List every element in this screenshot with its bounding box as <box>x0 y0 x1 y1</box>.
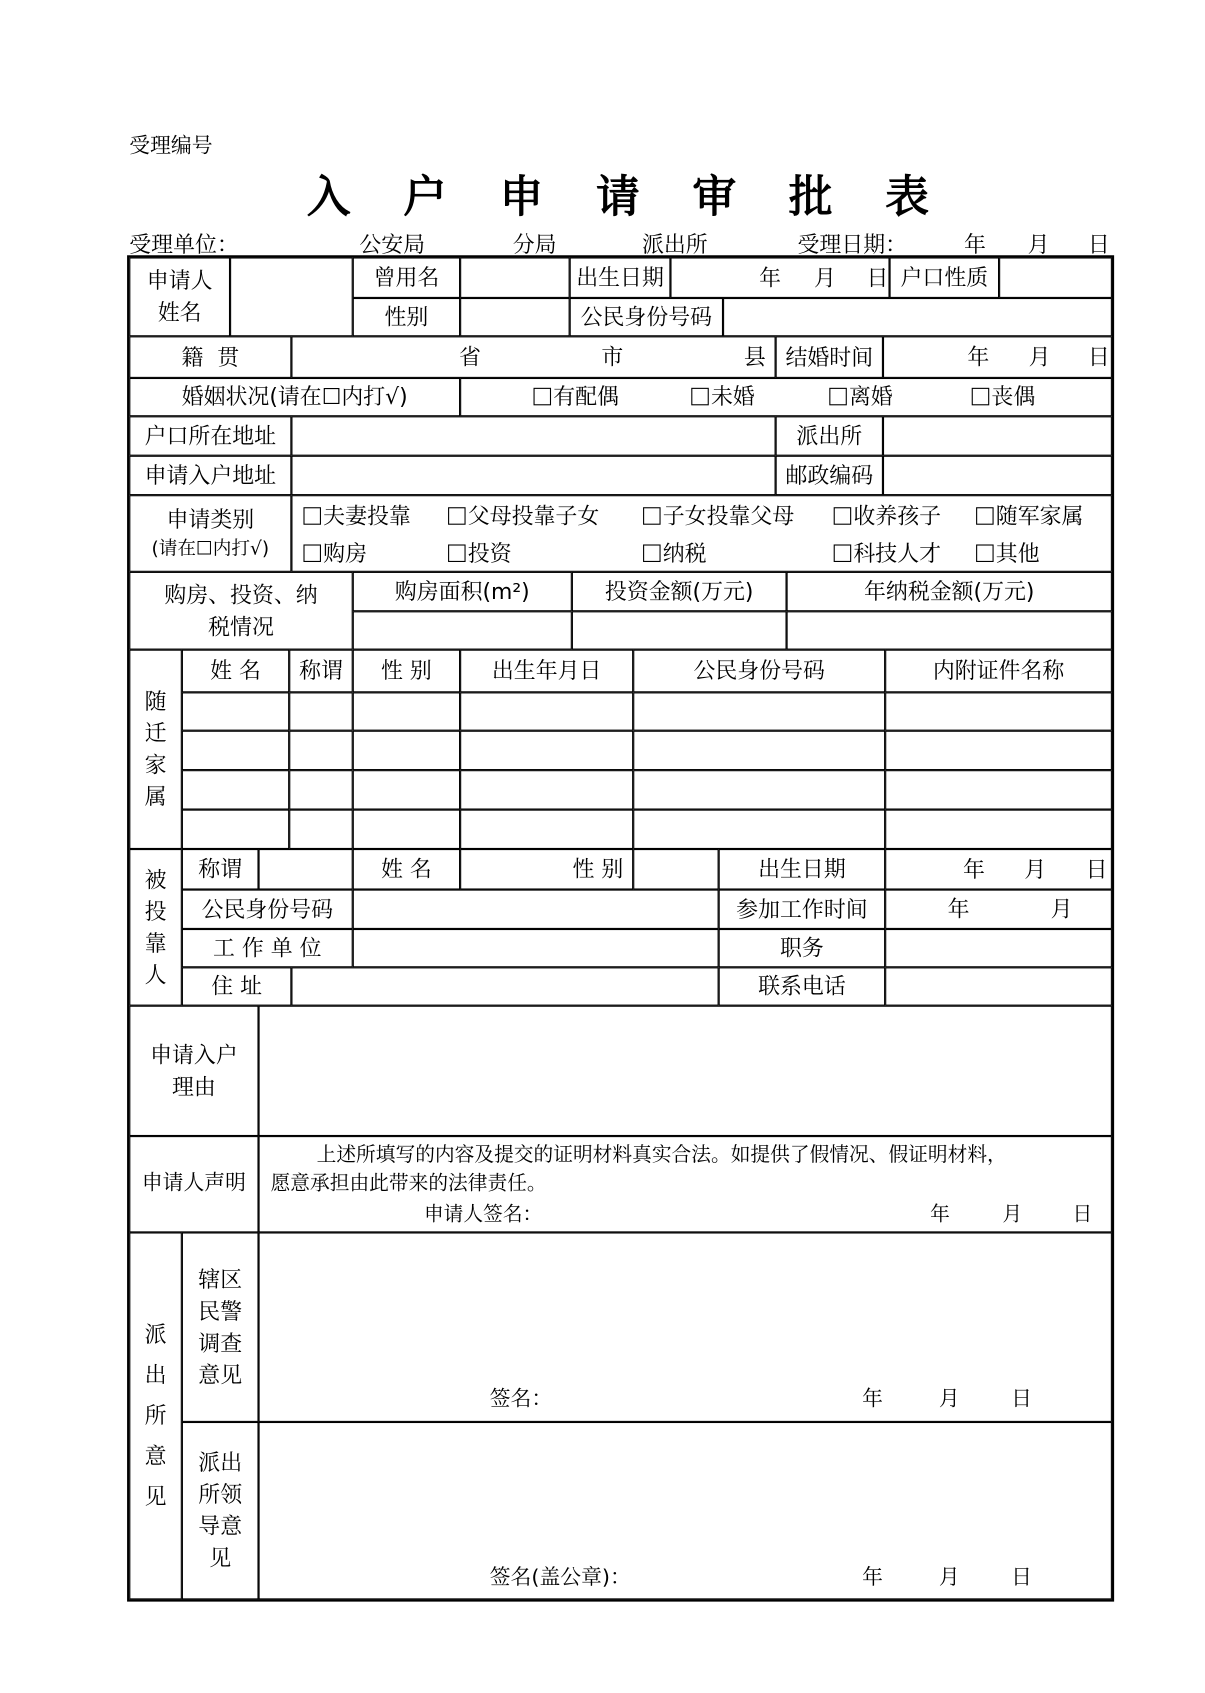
sponsor-id-field[interactable] <box>353 890 719 929</box>
work-start-label: 参加工作时间 <box>719 890 886 929</box>
applicant-signature-label[interactable]: 申请人签名： <box>423 1202 543 1226</box>
family-cell-documents[interactable] <box>885 731 1112 770</box>
sponsor-gender-field[interactable] <box>633 849 718 890</box>
station-label: 派出所 <box>641 231 708 258</box>
family-col-gender: 性 别 <box>353 650 460 693</box>
officer-opinion-label: 辖区民警调查意见 <box>182 1232 259 1422</box>
family-cell-id[interactable] <box>633 770 885 809</box>
apply-address-field[interactable] <box>291 456 775 495</box>
month-label: 月 <box>938 1565 960 1590</box>
year-label: 年 <box>930 1202 950 1226</box>
category-options <box>291 495 1112 572</box>
year-label: 年 <box>759 264 782 291</box>
checkbox-icon <box>976 507 994 525</box>
hukou-address-field[interactable] <box>291 416 775 455</box>
marital-options <box>460 378 1112 416</box>
family-col-relation: 称谓 <box>289 650 353 693</box>
category-label: 申请类别 <box>166 506 255 533</box>
marital-option[interactable] <box>829 381 893 413</box>
phone-field[interactable] <box>885 967 1112 1005</box>
family-cell-relation[interactable] <box>289 810 353 849</box>
officer-signature-label[interactable]: 签名： <box>489 1386 553 1412</box>
leader-opinion-label: 派出所领导意见 <box>182 1422 259 1599</box>
month-label: 月 <box>1002 1202 1023 1226</box>
position-label: 职务 <box>719 929 886 967</box>
month-label: 月 <box>1027 231 1050 258</box>
former-name-field[interactable] <box>460 257 570 298</box>
option-label: 离婚 <box>849 383 893 410</box>
family-cell-gender[interactable] <box>353 770 460 809</box>
page-title: 入户申请审批表 <box>306 171 982 223</box>
sponsor-id-label: 公民身份号码 <box>182 890 353 929</box>
native-place-label: 籍 贯 <box>129 336 291 378</box>
employer-field[interactable] <box>353 929 719 967</box>
sponsor-birth-field[interactable] <box>885 849 1112 890</box>
year-label: 年 <box>967 343 990 370</box>
checkbox-icon <box>448 507 466 525</box>
leader-opinion-field[interactable] <box>259 1422 1112 1599</box>
county-label: 县 <box>743 343 766 370</box>
checkbox-icon <box>448 544 466 562</box>
hukou-type-label: 户口性质 <box>890 257 1000 298</box>
year-label: 年 <box>962 855 985 882</box>
family-col-name: 姓 名 <box>182 650 289 693</box>
postcode-field[interactable] <box>883 456 1112 495</box>
day-label: 日 <box>866 264 889 291</box>
option-label: 夫妻投靠 <box>323 502 411 530</box>
leader-signature-label[interactable]: 签名(盖公章)： <box>489 1565 631 1590</box>
day-label: 日 <box>1085 855 1108 882</box>
sponsor-address-field[interactable] <box>291 967 718 1005</box>
family-cell-name[interactable] <box>182 692 289 730</box>
option-label: 购房 <box>323 540 367 567</box>
sponsor-relation-field[interactable] <box>259 849 353 890</box>
family-cell-name[interactable] <box>182 810 289 849</box>
category-option[interactable] <box>303 538 367 570</box>
applicant-name-label: 申请人姓名 <box>129 257 230 336</box>
former-name-label: 曾用名 <box>353 257 460 298</box>
option-label: 随军家属 <box>995 502 1084 530</box>
family-cell-birth[interactable] <box>460 810 633 849</box>
category-option[interactable] <box>448 538 512 570</box>
apply-address-label: 申请入户地址 <box>129 456 291 495</box>
category-label-cell <box>129 495 291 572</box>
declaration-line-1: 上述所填写的内容及提交的证明材料真实合法。如提供了假情况、假证明材料， <box>316 1143 1007 1167</box>
police-station-field[interactable] <box>883 416 1112 455</box>
id-number-label: 公民身份号码 <box>570 298 723 336</box>
annual-tax-field[interactable] <box>787 611 1112 649</box>
checkbox-icon <box>643 544 661 562</box>
family-cell-documents[interactable] <box>885 810 1112 849</box>
declaration-content <box>259 1136 1112 1232</box>
sponsor-address-label: 住 址 <box>182 967 292 1005</box>
family-cell-relation[interactable] <box>289 692 353 730</box>
checkbox-icon <box>972 388 990 406</box>
psb-label: 公安局 <box>359 231 426 258</box>
family-cell-gender[interactable] <box>353 731 460 770</box>
category-option[interactable] <box>834 501 941 533</box>
marital-option[interactable] <box>691 381 755 413</box>
marital-option[interactable] <box>972 381 1036 413</box>
year-label: 年 <box>964 231 986 258</box>
marriage-date-label: 结婚时间 <box>776 336 883 378</box>
option-label: 科技人才 <box>853 540 942 567</box>
annual-tax-label: 年纳税金额(万元) <box>787 572 1112 611</box>
family-cell-birth[interactable] <box>460 770 633 809</box>
checkbox-icon <box>691 388 709 406</box>
category-option[interactable] <box>976 538 1040 570</box>
unit-label: 受理单位： <box>129 231 239 258</box>
sponsor-gender-label: 性 别 <box>460 849 633 890</box>
month-label: 月 <box>1024 855 1047 882</box>
id-number-field[interactable] <box>723 298 1112 336</box>
application-form <box>129 257 1112 1599</box>
checkbox-icon <box>829 388 847 406</box>
family-cell-gender[interactable] <box>353 692 460 730</box>
family-cell-id[interactable] <box>633 731 885 770</box>
option-label: 投资 <box>467 540 512 567</box>
family-label: 随迁家属 <box>129 650 182 849</box>
month-label: 月 <box>938 1386 960 1412</box>
sponsor-label: 被投靠人 <box>129 849 182 1006</box>
checkbox-icon <box>303 544 321 562</box>
reason-label: 申请入户理由 <box>129 1006 258 1136</box>
family-cell-documents[interactable] <box>885 692 1112 730</box>
family-col-id: 公民身份号码 <box>633 650 885 693</box>
family-col-documents: 内附证件名称 <box>885 650 1112 693</box>
city-label: 市 <box>601 343 624 370</box>
family-cell-gender[interactable] <box>353 810 460 849</box>
invest-amount-field[interactable] <box>572 611 787 649</box>
marriage-date-field[interactable] <box>883 336 1112 378</box>
birth-date-label: 出生日期 <box>570 257 671 298</box>
phone-label: 联系电话 <box>719 967 886 1005</box>
invest-label: 购房、投资、纳税情况 <box>129 572 352 650</box>
day-label: 日 <box>1087 231 1110 258</box>
option-label: 子女投靠父母 <box>662 502 795 530</box>
family-cell-id[interactable] <box>633 810 885 849</box>
year-label: 年 <box>947 895 970 922</box>
family-cell-relation[interactable] <box>289 731 353 770</box>
house-area-field[interactable] <box>353 611 572 649</box>
checkbox-icon <box>303 507 321 525</box>
hukou-type-field[interactable] <box>999 257 1112 298</box>
category-option[interactable] <box>448 501 599 533</box>
day-label: 日 <box>1087 343 1110 370</box>
position-field[interactable] <box>885 929 1112 967</box>
sponsor-relation-label: 称谓 <box>182 849 259 890</box>
option-label: 纳税 <box>662 540 707 567</box>
checkbox-icon <box>834 507 852 525</box>
category-hint: (请在☐内打√) <box>151 538 270 560</box>
family-cell-id[interactable] <box>633 692 885 730</box>
month-label: 月 <box>1050 895 1073 922</box>
sponsor-name-label: 姓 名 <box>353 849 460 890</box>
family-col-birth: 出生年月日 <box>460 650 633 693</box>
acceptance-number-label: 受理编号 <box>129 133 213 158</box>
option-label: 丧偶 <box>991 383 1036 410</box>
checkbox-icon <box>643 507 661 525</box>
declaration-line-2: 愿意承担由此带来的法律责任。 <box>270 1172 547 1196</box>
category-option[interactable] <box>834 538 941 570</box>
family-cell-birth[interactable] <box>460 692 633 730</box>
option-label: 未婚 <box>710 383 755 410</box>
option-label: 其他 <box>995 540 1040 567</box>
sponsor-birth-label: 出生日期 <box>719 849 886 890</box>
option-label: 收养孩子 <box>853 502 942 530</box>
applicant-name-field[interactable] <box>230 257 353 336</box>
family-cell-name[interactable] <box>182 770 289 809</box>
birth-date-field[interactable] <box>670 257 889 298</box>
day-label: 日 <box>1011 1565 1032 1590</box>
day-label: 日 <box>1072 1202 1093 1226</box>
family-cell-documents[interactable] <box>885 770 1112 809</box>
family-cell-birth[interactable] <box>460 731 633 770</box>
accept-date-label: 受理日期： <box>797 231 908 258</box>
gender-label: 性别 <box>353 298 460 336</box>
hukou-address-label: 户口所在地址 <box>129 416 291 455</box>
station-opinion-label: 派出所意见 <box>129 1232 182 1599</box>
house-area-label: 购房面积(m²) <box>353 572 572 611</box>
category-option[interactable] <box>643 501 794 533</box>
officer-opinion-field[interactable] <box>259 1232 1112 1422</box>
postcode-label: 邮政编码 <box>776 456 883 495</box>
marital-option[interactable] <box>534 381 619 413</box>
checkbox-icon <box>976 544 994 562</box>
checkbox-icon <box>534 388 552 406</box>
option-label: 父母投靠子女 <box>467 502 600 530</box>
reason-field[interactable] <box>259 1006 1112 1136</box>
work-start-field[interactable] <box>885 890 1112 929</box>
invest-amount-label: 投资金额(万元) <box>572 572 787 611</box>
province-label: 省 <box>459 343 481 370</box>
marital-status-label: 婚姻状况(请在☐内打√) <box>129 378 460 416</box>
month-label: 月 <box>813 264 836 291</box>
family-cell-relation[interactable] <box>289 770 353 809</box>
native-place-field[interactable] <box>291 336 775 378</box>
branch-label: 分局 <box>512 231 557 258</box>
employer-label: 工 作 单 位 <box>182 929 353 967</box>
year-label: 年 <box>862 1386 883 1412</box>
category-option[interactable] <box>303 501 410 533</box>
category-option[interactable] <box>976 501 1083 533</box>
option-label: 有配偶 <box>553 383 619 410</box>
day-label: 日 <box>1011 1386 1032 1412</box>
category-option[interactable] <box>643 538 707 570</box>
year-label: 年 <box>862 1565 883 1590</box>
gender-field[interactable] <box>460 298 570 336</box>
declaration-label: 申请人声明 <box>129 1136 258 1232</box>
checkbox-icon <box>834 544 852 562</box>
month-label: 月 <box>1028 343 1051 370</box>
police-station-label: 派出所 <box>776 416 883 455</box>
family-cell-name[interactable] <box>182 731 289 770</box>
